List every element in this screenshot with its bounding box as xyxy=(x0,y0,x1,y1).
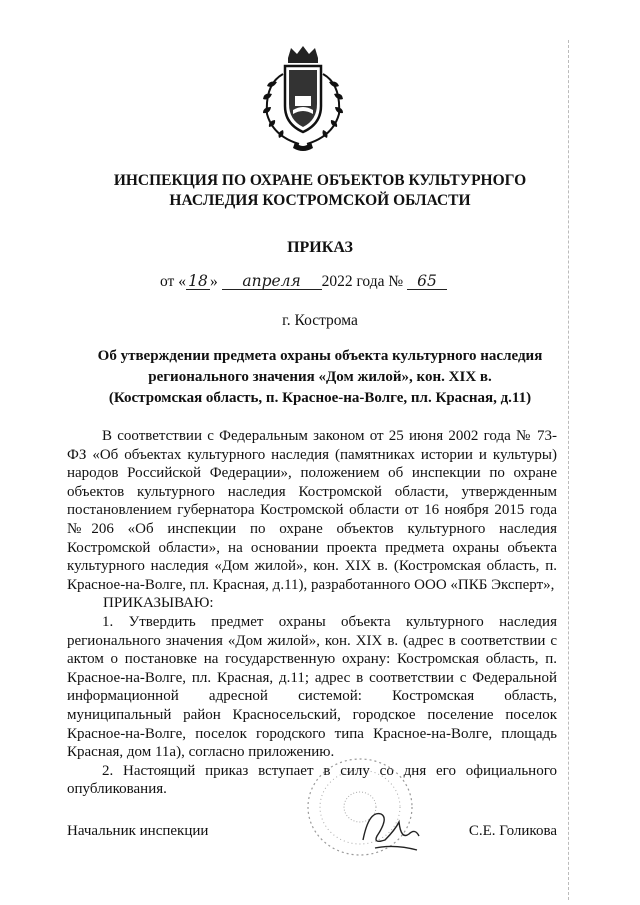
organization-name xyxy=(60,171,580,211)
order-keyword: ПРИКАЗЫВАЮ: xyxy=(103,595,214,612)
order-body xyxy=(67,427,557,799)
scan-edge-line xyxy=(568,40,570,900)
order-city: г. Кострома xyxy=(282,312,358,329)
org-line-1: ИНСПЕКЦИЯ ПО ОХРАНЕ ОБЪЕКТОВ КУЛЬТУРНОГО xyxy=(113,172,527,189)
day-close: » xyxy=(209,273,218,290)
coat-of-arms-icon xyxy=(255,44,351,152)
order-year: 2022 года № xyxy=(321,273,404,290)
signer-position: Начальник инспекции xyxy=(67,823,209,839)
order-title: ПРИКАЗ xyxy=(287,239,353,256)
preamble-paragraph: В соответствии с Федеральным законом от 25 июня 2002 года № 73-ФЗ «Об объектах культурного наследия (памятниках истории и культуры) народов Российской Федерации», положением об инспекции по охране объектов культурного наследия Костромской области, утвержденным постановлением губернатора Костромской области от 16 ноября 2015 года №206 «Об инспекции по охране объектов культурного наследия Костромской области», на основании проекта предмета охраны объекта культурного наследия «Дом жилой», кон. XIX в. (Костромская область, п. Красное-на-Волге, пл. Красная, д.11), разработанного ООО «ПКБ Эксперт», xyxy=(67,428,557,593)
order-day: 18 xyxy=(186,273,210,290)
signature-block xyxy=(67,823,557,840)
subject-line-3: (Костромская область, п. Красное-на-Волге, пл. Красная, д.11) xyxy=(108,390,532,406)
subject-line-1: Об утверждении предмета охраны объекта культурного наследия xyxy=(97,348,543,364)
org-line-2: НАСЛЕДИЯ КОСТРОМСКОЙ ОБЛАСТИ xyxy=(169,192,471,209)
subject-line-2: регионального значения «Дом жилой», кон. XIX в. xyxy=(148,369,492,385)
order-item-1: 1. Утвердить предмет охраны объекта культурного наследия регионального значения «Дом жилой», кон. XIX в. (адрес в соответствии с актом о постановке на государственную охрану: Костромская область, п. Красное-на-Волге, пл. Красная, д.11; адрес в соответствии с Федеральной информационной адресной системой: Костромская область, муниципальный район Красносельский, городское поселение поселок Красное-на-Волге, поселок городского типа Красное-на-Волге, площадь Красная, дом 11а), согласно приложению. xyxy=(67,613,557,761)
order-month: апреля xyxy=(222,273,322,290)
signer-name: С.Е. Голикова xyxy=(468,823,557,839)
order-date-number xyxy=(160,273,447,291)
order-item-2: 2. Настоящий приказ вступает в силу со дня его официального опубликования. xyxy=(67,762,557,798)
date-prefix: от « xyxy=(160,273,186,290)
order-subject xyxy=(70,346,570,409)
order-number: 65 xyxy=(407,273,447,290)
